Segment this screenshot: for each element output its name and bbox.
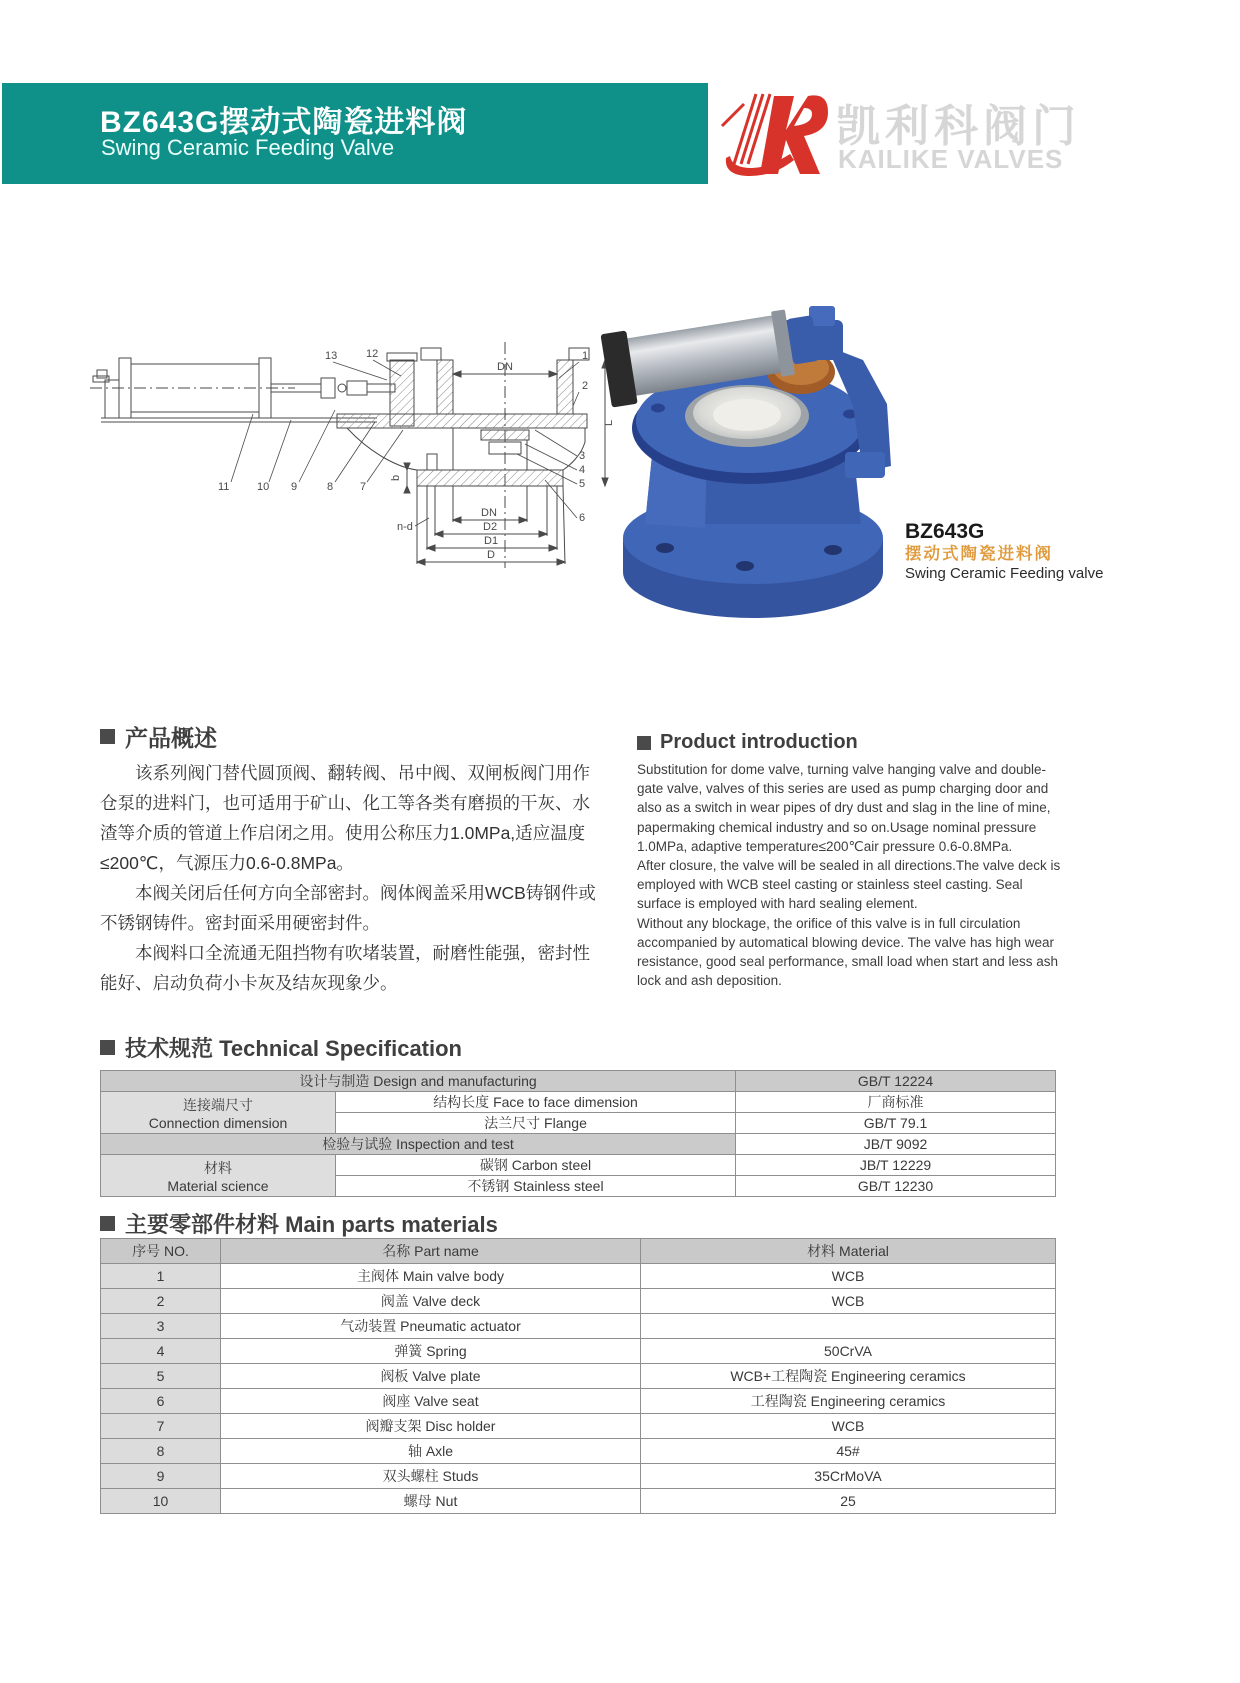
callout-7: 7 bbox=[360, 481, 367, 493]
parts-cell-material: WCB+工程陶瓷 Engineering ceramics bbox=[641, 1364, 1056, 1389]
callout-10: 10 bbox=[257, 481, 270, 493]
spec-inspection-value: JB/T 9092 bbox=[736, 1134, 1056, 1155]
parts-cell-name: 弹簧 Spring bbox=[221, 1339, 641, 1364]
company-logo bbox=[688, 84, 1108, 188]
parts-table-row bbox=[101, 1489, 1056, 1514]
callout-12: 12 bbox=[366, 348, 379, 360]
parts-col-material: 材料 Material bbox=[641, 1239, 1056, 1264]
technical-drawing bbox=[85, 318, 630, 618]
logo-company-name-cn: 凯利科阀门 bbox=[836, 102, 1081, 151]
callout-13: 13 bbox=[325, 350, 338, 362]
parts-cell-no: 7 bbox=[101, 1414, 221, 1439]
spec-stainless-value: GB/T 12230 bbox=[736, 1176, 1056, 1197]
parts-table-row bbox=[101, 1414, 1056, 1439]
spec-connection-en: Connection dimension bbox=[148, 1114, 288, 1131]
parts-cell-material: WCB bbox=[641, 1264, 1056, 1289]
parts-cell-name: 阀盖 Valve deck bbox=[221, 1289, 641, 1314]
section-overview-en bbox=[637, 731, 858, 754]
section-bullet-icon bbox=[100, 1040, 115, 1055]
spec-f2f-label: 结构长度 Face to face dimension bbox=[336, 1092, 736, 1113]
dim-nd: n-d bbox=[397, 521, 413, 533]
callout-11: 11 bbox=[218, 481, 230, 493]
callout-9: 9 bbox=[291, 481, 298, 493]
parts-col-no: 序号 NO. bbox=[101, 1239, 221, 1264]
parts-cell-no: 1 bbox=[101, 1264, 221, 1289]
spec-connection-cn: 连接端尺寸 bbox=[183, 1096, 253, 1113]
spec-row bbox=[101, 1071, 1056, 1092]
parts-cell-material: 50CrVA bbox=[641, 1339, 1056, 1364]
spec-design-value: GB/T 12224 bbox=[736, 1071, 1056, 1092]
logo-company-name-en: KAILIKE VALVES bbox=[838, 144, 1064, 174]
logo-k-mark-icon bbox=[716, 86, 836, 186]
parts-table-row bbox=[101, 1439, 1056, 1464]
parts-cell-no: 4 bbox=[101, 1339, 221, 1364]
parts-cell-no: 9 bbox=[101, 1464, 221, 1489]
overview-cn-p3: 本阀料口全流通无阻挡物有吹堵装置，耐磨性能强，密封性能好、启动负荷小卡灰及结灰现象少。 bbox=[100, 943, 590, 993]
spec-table bbox=[100, 1070, 1056, 1197]
parts-cell-name: 阀座 Valve seat bbox=[221, 1389, 641, 1414]
overview-cn-body bbox=[100, 758, 596, 998]
parts-table-row bbox=[101, 1464, 1056, 1489]
header-band bbox=[2, 83, 708, 184]
parts-cell-material: 45# bbox=[641, 1439, 1056, 1464]
spec-design-label: 设计与制造 Design and manufacturing bbox=[101, 1071, 736, 1092]
callout-2: 2 bbox=[582, 380, 589, 392]
page-subtitle: Swing Ceramic Feeding Valve bbox=[101, 135, 395, 160]
dim-b: b bbox=[390, 474, 402, 481]
parts-cell-material: 35CrMoVA bbox=[641, 1464, 1056, 1489]
spec-material-en: Material science bbox=[167, 1177, 269, 1194]
spec-row bbox=[101, 1134, 1056, 1155]
parts-cell-name: 阀瓣支架 Disc holder bbox=[221, 1414, 641, 1439]
section-overview-cn bbox=[100, 720, 217, 753]
dim-l: L bbox=[603, 419, 615, 426]
spec-stainless-label: 不锈钢 Stainless steel bbox=[336, 1176, 736, 1197]
spec-connection-group bbox=[101, 1092, 336, 1134]
parts-cell-name: 螺母 Nut bbox=[221, 1489, 641, 1514]
spec-flange-label: 法兰尺寸 Flange bbox=[336, 1113, 736, 1134]
spec-inspection-label: 检验与试验 Inspection and test bbox=[101, 1134, 736, 1155]
overview-cn-heading: 产品概述 bbox=[125, 725, 217, 751]
parts-cell-no: 5 bbox=[101, 1364, 221, 1389]
parts-cell-no: 10 bbox=[101, 1489, 221, 1514]
parts-cell-material: 工程陶瓷 Engineering ceramics bbox=[641, 1389, 1056, 1414]
callout-4: 4 bbox=[579, 464, 586, 476]
section-spec bbox=[100, 1032, 462, 1063]
dim-dn-top: DN bbox=[497, 361, 513, 373]
callout-6: 6 bbox=[579, 512, 586, 524]
spec-heading: 技术规范 Technical Specification bbox=[125, 1036, 462, 1061]
spec-carbon-label: 碳钢 Carbon steel bbox=[336, 1155, 736, 1176]
spec-f2f-value: 厂商标准 bbox=[736, 1092, 1056, 1113]
parts-cell-material: WCB bbox=[641, 1289, 1056, 1314]
parts-table-row bbox=[101, 1289, 1056, 1314]
parts-table-row bbox=[101, 1314, 1056, 1339]
overview-en-p2: After closure, the valve will be sealed in all directions.The valve deck is employed with WCB steel casting or stainless steel casting. Seal surface is employed with hard sealing element. bbox=[637, 858, 1061, 912]
callout-3: 3 bbox=[579, 450, 586, 462]
section-bullet-icon bbox=[100, 1216, 115, 1231]
spec-flange-value: GB/T 79.1 bbox=[736, 1113, 1056, 1134]
overview-en-p3: Without any blockage, the orifice of this valve is in full circulation accompanied by automatical blowing device. The valve has high wear resistance, good seal performance, small load when start and less ash lock and ash deposition. bbox=[637, 915, 1058, 989]
parts-col-name: 名称 Part name bbox=[221, 1239, 641, 1264]
parts-cell-no: 2 bbox=[101, 1289, 221, 1314]
overview-en-body bbox=[637, 760, 1065, 990]
parts-cell-no: 3 bbox=[101, 1314, 221, 1339]
parts-table-row bbox=[101, 1364, 1056, 1389]
parts-cell-material bbox=[641, 1314, 1056, 1339]
section-parts bbox=[100, 1208, 498, 1239]
parts-cell-no: 6 bbox=[101, 1389, 221, 1414]
parts-cell-material: 25 bbox=[641, 1489, 1056, 1514]
section-bullet-icon bbox=[637, 736, 651, 750]
parts-cell-material: WCB bbox=[641, 1414, 1056, 1439]
parts-cell-name: 轴 Axle bbox=[221, 1439, 641, 1464]
caption-name-en: Swing Ceramic Feeding valve bbox=[905, 565, 1104, 582]
overview-en-p1: Substitution for dome valve, turning valve hanging valve and double-gate valve, valves of this series are used as pump charging door and also as a switch in wear pipes of dry dust and slag in the line of mine, papermaking chemical industry and so on.Usage nominal pressure 1.0MPa, adaptive temperature≤200℃air pressure 0.6-0.8MPa. bbox=[637, 762, 1051, 854]
parts-table-row bbox=[101, 1339, 1056, 1364]
parts-cell-name: 双头螺柱 Studs bbox=[221, 1464, 641, 1489]
caption-model: BZ643G bbox=[905, 520, 985, 543]
spec-row bbox=[101, 1155, 1056, 1176]
parts-cell-name: 阀板 Valve plate bbox=[221, 1364, 641, 1389]
dim-d2: D2 bbox=[483, 521, 498, 533]
parts-table bbox=[100, 1238, 1056, 1514]
photo-caption bbox=[905, 520, 1145, 583]
caption-name-cn: 摆动式陶瓷进料阀 bbox=[905, 545, 1053, 563]
parts-heading: 主要零部件材料 Main parts materials bbox=[125, 1212, 498, 1237]
parts-cell-name: 气动装置 Pneumatic actuator bbox=[221, 1314, 641, 1339]
callout-8: 8 bbox=[327, 481, 334, 493]
overview-en-heading: Product introduction bbox=[660, 731, 858, 753]
dim-d1: D1 bbox=[484, 535, 499, 547]
overview-cn-p2: 本阀关闭后任何方向全部密封。阀体阀盖采用WCB铸钢件或不锈钢铸件。密封面采用硬密封件。 bbox=[100, 883, 596, 933]
parts-table-row bbox=[101, 1389, 1056, 1414]
spec-material-cn: 材料 bbox=[204, 1159, 232, 1176]
dim-dn-bottom: DN bbox=[481, 507, 497, 519]
spec-material-group bbox=[101, 1155, 336, 1197]
spec-carbon-value: JB/T 12229 bbox=[736, 1155, 1056, 1176]
callout-5: 5 bbox=[579, 478, 586, 490]
product-photo bbox=[595, 276, 935, 628]
parts-cell-no: 8 bbox=[101, 1439, 221, 1464]
parts-table-body bbox=[101, 1264, 1056, 1514]
dim-d: D bbox=[487, 549, 495, 561]
parts-cell-name: 主阀体 Main valve body bbox=[221, 1264, 641, 1289]
parts-table-row bbox=[101, 1264, 1056, 1289]
page-title: BZ643G摆动式陶瓷进料阀 bbox=[100, 106, 468, 139]
overview-cn-p1: 该系列阀门替代圆顶阀、翻转阀、吊中阀、双闸板阀门用作仓泵的进料门，也可适用于矿山、化工等各类有磨损的干灰、水渣等介质的管道上作启闭之用。使用公称压力1.0MPa,适应温度≤200℃，气源压力0.6-0.8MPa。 bbox=[100, 763, 590, 873]
spec-row bbox=[101, 1092, 1056, 1113]
parts-table-header bbox=[101, 1239, 1056, 1264]
section-bullet-icon bbox=[100, 729, 115, 744]
callout-1: 1 bbox=[582, 350, 589, 362]
